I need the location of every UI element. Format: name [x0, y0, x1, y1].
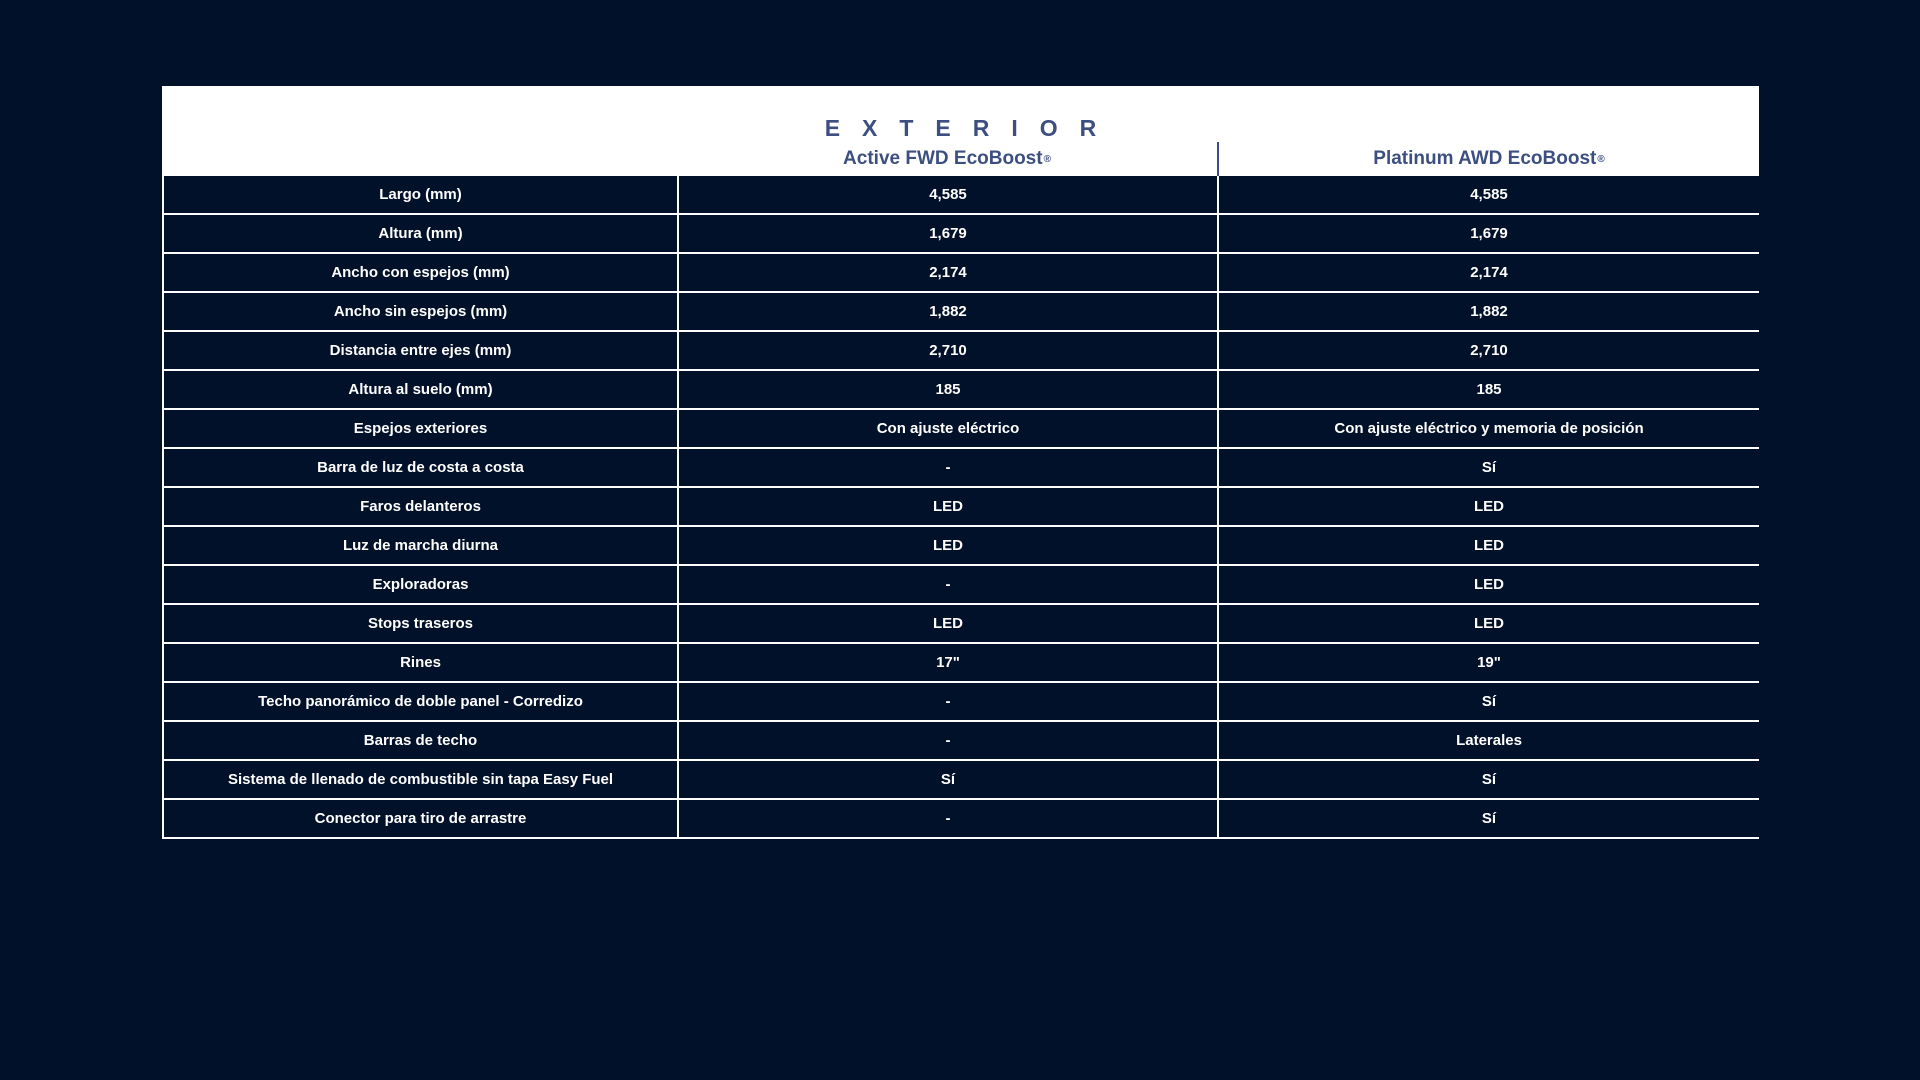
- row-label: Techo panorámico de doble panel - Corredizo: [164, 683, 677, 720]
- table-row: [164, 566, 1757, 603]
- table-row: [164, 215, 1757, 252]
- row-label: Ancho sin espejos (mm): [164, 293, 677, 330]
- table-row: [164, 605, 1757, 642]
- platinum-value: 2,174: [1219, 254, 1759, 291]
- table-row: [164, 371, 1757, 408]
- table-row: [164, 410, 1757, 447]
- column-header-platinum-label: Platinum AWD EcoBoost: [1373, 148, 1597, 169]
- row-label: Barras de techo: [164, 722, 677, 759]
- table-row: [164, 176, 1757, 213]
- row-label: Sistema de llenado de combustible sin tapa Easy Fuel: [164, 761, 677, 798]
- active-value: 2,174: [679, 254, 1217, 291]
- active-value: 1,882: [679, 293, 1217, 330]
- platinum-value: 185: [1219, 371, 1759, 408]
- active-value: LED: [679, 488, 1217, 525]
- platinum-value: LED: [1219, 527, 1759, 564]
- active-value: -: [679, 566, 1217, 603]
- registered-mark: ®: [1043, 153, 1051, 165]
- platinum-value: 2,710: [1219, 332, 1759, 369]
- row-label: Exploradoras: [164, 566, 677, 603]
- active-value: 4,585: [679, 176, 1217, 213]
- active-value: -: [679, 800, 1217, 837]
- row-label: Espejos exteriores: [164, 410, 677, 447]
- platinum-value: Sí: [1219, 683, 1759, 720]
- row-label: Distancia entre ejes (mm): [164, 332, 677, 369]
- active-value: 1,679: [679, 215, 1217, 252]
- table-row: [164, 722, 1757, 759]
- platinum-value: LED: [1219, 605, 1759, 642]
- row-label: Conector para tiro de arrastre: [164, 800, 677, 837]
- platinum-value: Laterales: [1219, 722, 1759, 759]
- table-row: [164, 332, 1757, 369]
- row-label: Luz de marcha diurna: [164, 527, 677, 564]
- section-title: EXTERIOR: [824, 115, 1119, 141]
- row-label: Largo (mm): [164, 176, 677, 213]
- row-label: Altura al suelo (mm): [164, 371, 677, 408]
- row-label: Faros delanteros: [164, 488, 677, 525]
- active-value: 2,710: [679, 332, 1217, 369]
- row-label: Rines: [164, 644, 677, 681]
- platinum-value: Sí: [1219, 761, 1759, 798]
- active-value: Con ajuste eléctrico: [679, 410, 1217, 447]
- table-row: [164, 449, 1757, 486]
- platinum-value: 1,882: [1219, 293, 1759, 330]
- active-value: LED: [679, 527, 1217, 564]
- active-value: 17": [679, 644, 1217, 681]
- platinum-value: Con ajuste eléctrico y memoria de posición: [1219, 410, 1759, 447]
- platinum-value: Sí: [1219, 800, 1759, 837]
- row-label: Barra de luz de costa a costa: [164, 449, 677, 486]
- platinum-value: Sí: [1219, 449, 1759, 486]
- column-header-active-label: Active FWD EcoBoost: [843, 148, 1043, 169]
- table-row: [164, 761, 1757, 798]
- active-value: Sí: [679, 761, 1217, 798]
- active-value: -: [679, 449, 1217, 486]
- table-row: [164, 254, 1757, 291]
- column-header-platinum: [1217, 142, 1759, 176]
- column-header-active: [677, 142, 1217, 176]
- header-spacer: [162, 142, 677, 176]
- platinum-value: 4,585: [1219, 176, 1759, 213]
- table-row: [164, 683, 1757, 720]
- spec-table: [162, 176, 1759, 839]
- platinum-value: 1,679: [1219, 215, 1759, 252]
- table-row: [164, 293, 1757, 330]
- table-row: [164, 800, 1757, 837]
- platinum-value: LED: [1219, 566, 1759, 603]
- row-label: Altura (mm): [164, 215, 677, 252]
- row-label: Ancho con espejos (mm): [164, 254, 677, 291]
- table-row: [164, 488, 1757, 525]
- active-value: -: [679, 683, 1217, 720]
- table-header: [162, 142, 1759, 176]
- row-label: Stops traseros: [164, 605, 677, 642]
- platinum-value: LED: [1219, 488, 1759, 525]
- platinum-value: 19": [1219, 644, 1759, 681]
- active-value: LED: [679, 605, 1217, 642]
- active-value: 185: [679, 371, 1217, 408]
- active-value: -: [679, 722, 1217, 759]
- registered-mark: ®: [1597, 153, 1605, 165]
- table-row: [164, 527, 1757, 564]
- spec-panel: [162, 86, 1759, 839]
- table-row: [164, 644, 1757, 681]
